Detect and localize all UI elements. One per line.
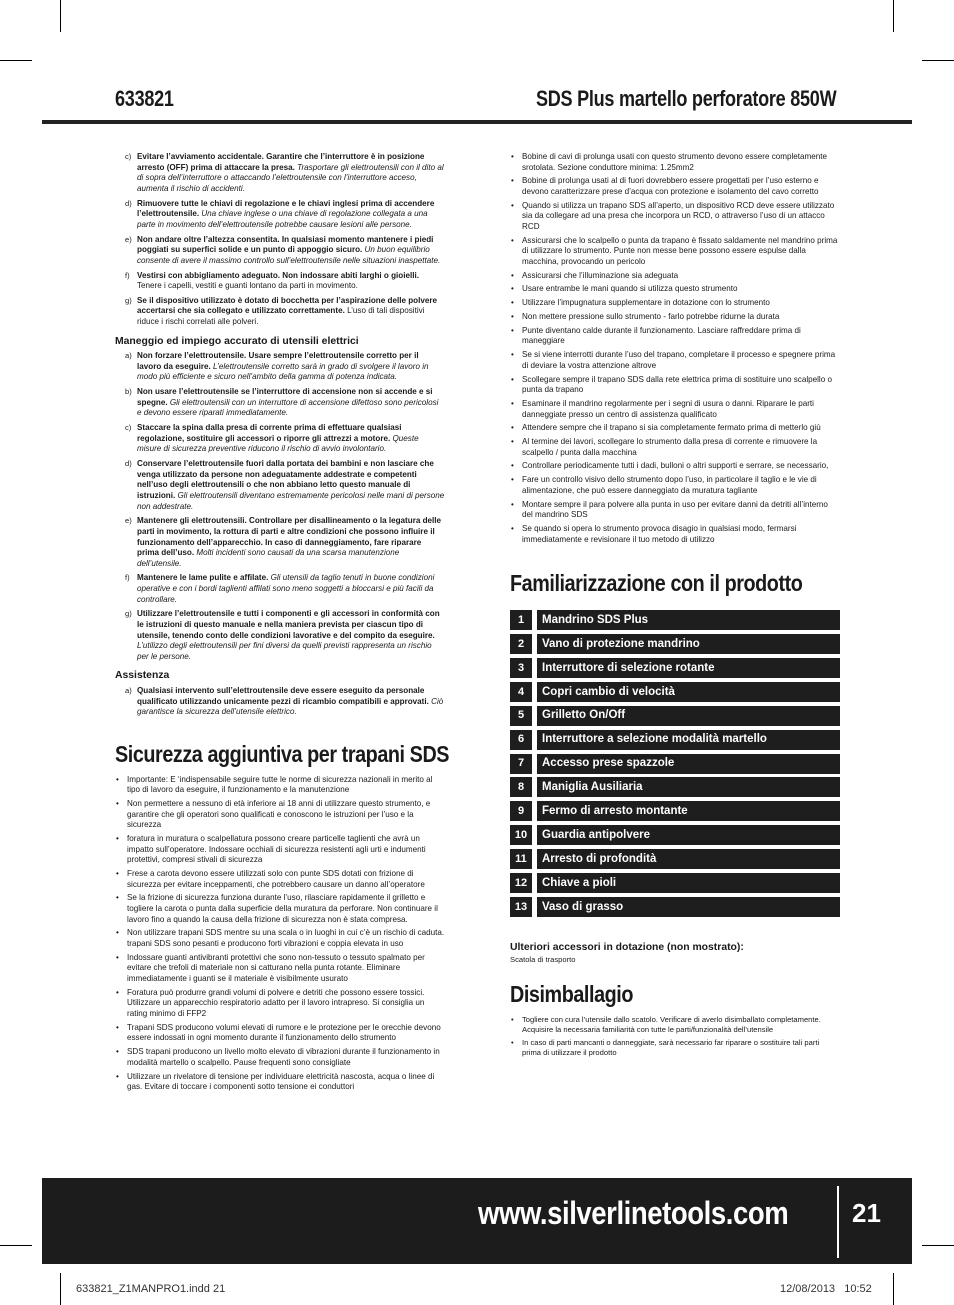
item-italic-text: Una chiave inglese o una chiave di regolazione collegata a una parte in movimento dell’elettroutensile potrebbe causare lesioni alle persone. xyxy=(137,209,428,229)
item-italic-text: Gli elettroutensili diventano estremamente pericolosi nelle mani di persone non addestrate. xyxy=(137,490,445,511)
bullet-item xyxy=(115,928,445,949)
list-item xyxy=(115,351,445,383)
bullet-item xyxy=(510,201,840,233)
crop-mark xyxy=(922,1245,954,1246)
bullet-icon: • xyxy=(511,1037,514,1047)
list-item xyxy=(115,296,445,328)
sds-safety-list xyxy=(115,775,445,1093)
part-name: Interruttore a selezione modalità martello xyxy=(537,730,840,750)
bullet-icon: • xyxy=(116,774,119,784)
bullet-text: SDS trapani producono un livello molto elevato di vibrazioni durante il funzionamento in modalità martello o scalpello. Pause frequenti sono consigliate xyxy=(127,1047,440,1067)
bullet-icon: • xyxy=(511,176,514,186)
bullet-text: In caso di parti mancanti o danneggiate, sarà necessario far riparare o sostituire tali parti prima di utilizzare il prodotto xyxy=(522,1037,820,1057)
bullet-icon: • xyxy=(511,437,514,447)
part-number: 13 xyxy=(510,897,532,917)
item-bold-text: Non forzare l’elettroutensile. Usare sempre l’elettroutensile corretto per il lavoro da eseguire. xyxy=(137,351,419,371)
bullet-text: Quando si utilizza un trapano SDS all’aperto, un dispositivo RCD deve essere utilizzato sia da collegare ad una presa che incorpora un RCD, o attraverso l’uso di un attacco RCD xyxy=(522,200,835,231)
list-item xyxy=(115,573,445,605)
part-row xyxy=(510,777,840,797)
list-item xyxy=(115,516,445,569)
bullet-text: Se quando si opera lo strumento provoca disagio in qualsiasi modo, fermarsi immediatamente e revisionare il tuo metodo di utilizzo xyxy=(522,524,797,544)
bullet-text: Togliere con cura l’utensile dallo scatolo. Verificare di averlo disimballato completamente. Acquisire la necessaria familiarità con tutte le parti/funzionalità dell’utensile xyxy=(522,1015,821,1034)
part-row xyxy=(510,897,840,917)
bullet-text: Usare entrambe le mani quando si utilizza questo strumento xyxy=(522,284,738,294)
bullet-icon: • xyxy=(511,270,514,280)
bullet-item xyxy=(510,326,840,347)
part-row xyxy=(510,610,840,630)
bullet-icon: • xyxy=(511,200,514,210)
item-plain-text: Tenere i capelli, vestiti e guanti lontano da parti in movimento. xyxy=(137,281,358,291)
crop-mark xyxy=(0,1245,32,1246)
bullet-item xyxy=(115,799,445,831)
accessories-body: Scatola di trasporto xyxy=(510,955,576,965)
item-italic-text: L’utilizzo degli elettroutensili per fini diversi da quelli previsti rappresenta un rischio per le persone. xyxy=(137,641,432,661)
item-italic-text: Molti incidenti sono causati da una scarsa manutenzione dell’utensile. xyxy=(137,548,400,568)
item-marker: d) xyxy=(125,198,132,208)
item-italic-text: Gli utensili da taglio tenuti in buone condizioni operative e con i bordi taglienti affilati sono meno soggetti a bloccarsi e più facili da controllare. xyxy=(137,573,435,604)
bullet-item xyxy=(115,893,445,925)
bullet-text: Punte diventano calde durante il funzionamento. Lasciare raffreddare prima di maneggiare xyxy=(522,325,801,346)
bullet-item xyxy=(510,1015,840,1035)
left-column xyxy=(115,152,450,1096)
website-url[interactable]: www.silverlinetools.com xyxy=(478,1195,789,1231)
part-name: Grilletto On/Off xyxy=(537,706,840,726)
bullet-icon: • xyxy=(511,499,514,509)
item-bold-text: Conservare l’elettroutensile fuori dalla portata dei bambini e non lasciare che venga utilizzato da persone non adeguatamente addestrate e competenti nell’uso degli elettroutensili o che non abbiano letto questo manuale di istruzioni. xyxy=(137,459,434,500)
item-marker: f) xyxy=(125,573,130,583)
part-number: 4 xyxy=(510,682,532,702)
bullet-icon: • xyxy=(511,398,514,408)
bullet-item xyxy=(115,1072,445,1093)
bullet-item xyxy=(510,350,840,371)
bullet-icon: • xyxy=(116,1047,119,1057)
bullet-text: Importante: E ‘indispensabile seguire tutte le norme di sicurezza nazionali in merito al tipo di lavoro da eseguire, il funzionamento e la manutenzione xyxy=(127,774,433,795)
item-bold-text: Rimuovere tutte le chiavi di regolazione e le chiavi inglesi prima di accendere l’elettroutensile. xyxy=(137,198,435,219)
part-row xyxy=(510,873,840,893)
part-name: Vaso di grasso xyxy=(537,897,840,917)
part-name: Accesso prese spazzole xyxy=(537,754,840,774)
bullet-text: Assicurarsi che lo scalpello o punta da trapano è fissato saldamente nel mandrino prima di utilizzare lo strumento. Punte non messe bene possono essere espulse dalla macchina, provocando un pericolo xyxy=(522,235,838,266)
familiarisation-heading: Familiarizzazione con il prodotto xyxy=(510,570,803,597)
bullet-item xyxy=(510,236,840,268)
list-item xyxy=(115,199,445,231)
part-row xyxy=(510,754,840,774)
bullet-item xyxy=(510,461,840,472)
bullet-icon: • xyxy=(511,312,514,322)
bullet-text: foratura in muratura o scalpellatura possono creare particelle taglienti che avrà un impatto sull’operatore. Indossare occhiali di sicurezza resistenti agli urti e indumenti protettivi, compresi stivali di sicurezza xyxy=(127,834,426,865)
part-number: 8 xyxy=(510,777,532,797)
right-column xyxy=(510,152,840,1061)
bullet-item xyxy=(510,298,840,309)
sds-safety-list-continued xyxy=(510,152,840,545)
part-number: 3 xyxy=(510,658,532,678)
bullet-text: Bobine di prolunga usati al di fuori dovrebbero essere progettati per l’uso esterno e devono caratterizzare prese d’acqua con protezione e isolamento del cavo corretto xyxy=(522,176,819,196)
bullet-text: Montare sempre il para polvere alla punta in uso per evitare danni da detriti all’interno del mandrino SDS xyxy=(522,499,828,520)
part-row xyxy=(510,682,840,702)
bullet-icon: • xyxy=(116,952,119,962)
bullet-icon: • xyxy=(511,284,514,294)
item-bold-text: Vestirsi con abbigliamento adeguato. Non indossare abiti larghi o gioielli. xyxy=(137,270,419,280)
bullet-icon: • xyxy=(511,152,514,161)
bullet-item xyxy=(510,375,840,396)
bullet-icon: • xyxy=(511,235,514,245)
bullet-item xyxy=(510,500,840,521)
list-item xyxy=(115,686,445,718)
item-marker: f) xyxy=(125,270,130,280)
bullet-icon: • xyxy=(511,423,514,433)
bullet-text: Al termine dei lavori, scollegare lo strumento dalla presa di corrente e rimuovere la scalpello / punta dalla macchina xyxy=(522,437,818,457)
item-italic-text: Ciò garantisce la sicurezza dell’utensile elettrico. xyxy=(137,696,444,717)
item-marker: b) xyxy=(125,387,132,397)
accessories-heading: Ulteriori accessori in dotazione (non mostrato): xyxy=(510,941,744,953)
bullet-item xyxy=(115,953,445,985)
bullet-item xyxy=(115,775,445,796)
list-item xyxy=(115,387,445,419)
bullet-item xyxy=(510,399,840,420)
unpacking-list xyxy=(510,1015,840,1057)
bullet-icon: • xyxy=(116,869,119,879)
bullet-icon: • xyxy=(511,1015,514,1025)
bullet-icon: • xyxy=(116,1071,119,1081)
bullet-item xyxy=(510,284,840,295)
bullet-text: Non permettere a nessuno di età inferiore ai 18 anni di utilizzare questo strumento, e garantire che gli operatori sono qualificati e conoscono le istruzioni per l’uso e la sicurezza xyxy=(127,799,431,830)
item-bold-text: Evitare l’avviamento accidentale. Garantire che l’interruttore è in posizione arresto (OFF) prima di attaccare la presa. xyxy=(137,152,425,172)
bullet-item xyxy=(510,1038,840,1058)
part-number: 5 xyxy=(510,706,532,726)
item-marker: a) xyxy=(125,351,132,361)
part-name: Mandrino SDS Plus xyxy=(537,610,840,630)
bullet-text: Non utilizzare trapani SDS mentre su una scala o in luoghi in cui c’è un rischio di caduta. trapani SDS sono pesanti e producono forti vibrazioni e coppia elevata in uso xyxy=(127,928,445,949)
item-plain-text: L’uso di tali dispositivi riduce i rischi correlati alle polveri. xyxy=(137,306,425,327)
item-marker: g) xyxy=(125,295,132,305)
part-number: 12 xyxy=(510,873,532,893)
bullet-text: Fare un controllo visivo dello strumento dopo l’uso, in particolare il taglio e le vie di alimentazione, che può essere danneggiato da muratura tagliante xyxy=(522,475,817,495)
part-number: 7 xyxy=(510,754,532,774)
bullet-icon: • xyxy=(511,298,514,308)
part-name: Maniglia Ausiliaria xyxy=(537,777,840,797)
bullet-item xyxy=(115,834,445,866)
item-italic-text: L’elettroutensile corretto sarà in grado di svolgere il lavoro in modo più efficiente e sicuro nell’ambito della gamma di potenza indicata. xyxy=(137,361,429,382)
item-bold-text: Mantenere gli elettroutensili. Controllare per disallineamento o la legatura delle parti in movimento, la rottura di parti e altre condizioni che possono influire il funzionamento dell’apparecchio. In caso di danneggiamento, fare riparare prima dell’uso. xyxy=(137,516,442,558)
part-number: 9 xyxy=(510,801,532,821)
bullet-text: Assicurarsi che l’illuminazione sia adeguata xyxy=(522,270,679,280)
bullet-item xyxy=(510,423,840,434)
bullet-item xyxy=(115,988,445,1020)
bullet-item xyxy=(115,1023,445,1044)
bullet-item xyxy=(510,437,840,458)
footer-separator xyxy=(837,1186,839,1258)
bullet-item xyxy=(510,524,840,545)
part-number: 6 xyxy=(510,730,532,750)
bullet-text: Utilizzare un rivelatore di tensione per individuare elettricità nascosta, acqua o linee di gas. Evitare di toccare i componenti sotto tensione ei conduttori xyxy=(127,1071,435,1092)
bullet-icon: • xyxy=(116,893,119,903)
service-list xyxy=(115,686,445,718)
bullet-text: Attendere sempre che il trapano si sia completamente fermato prima di metterlo giù xyxy=(522,423,821,433)
bullet-icon: • xyxy=(116,928,119,938)
item-bold-text: Mantenere le lame pulite e affilate. xyxy=(137,573,269,583)
bullet-icon: • xyxy=(116,799,119,809)
item-marker: a) xyxy=(125,686,132,695)
bullet-icon: • xyxy=(116,1022,119,1032)
sds-safety-heading: Sicurezza aggiuntiva per trapani SDS xyxy=(115,740,450,767)
bullet-text: Frese a carota devono essere utilizzati solo con punte SDS dotati con frizione di sicurezza per evitare inceppamenti, che potrebbero causare un danno all’operatore xyxy=(127,869,425,889)
part-number: 11 xyxy=(510,849,532,869)
part-number: 1 xyxy=(510,610,532,630)
part-name: Arresto di profondità xyxy=(537,849,840,869)
item-marker: c) xyxy=(125,423,132,433)
part-row xyxy=(510,658,840,678)
bullet-text: Esaminare il mandrino regolarmente per i segni di usura o danni. Riparare le parti danneggiate presso un centro di assistenza qualificato xyxy=(522,398,814,419)
part-row xyxy=(510,730,840,750)
part-number: 2 xyxy=(510,634,532,654)
bullet-item xyxy=(115,869,445,890)
part-row xyxy=(510,634,840,654)
item-italic-text: Queste misure di sicurezza preventive riducono il rischio di avvio involontario. xyxy=(137,433,419,454)
bullet-text: Trapani SDS producono volumi elevati di rumore e le protezione per le orecchie devono essere indossati in ogni momento durante il funzionamento dello strumento xyxy=(127,1022,441,1043)
crop-mark xyxy=(922,60,954,61)
item-bold-text: Non usare l’elettroutensile se l’interruttore di accensione non si accende e si spegne. xyxy=(137,387,433,407)
crop-mark xyxy=(60,1273,61,1305)
item-bold-text: Non andare oltre l’altezza consentita. In qualsiasi momento mantenere i piedi poggiati su superfici solide e un punto di appoggio sicuro. xyxy=(137,234,434,255)
bullet-item xyxy=(510,475,840,496)
list-item xyxy=(115,271,445,292)
list-item xyxy=(115,152,445,194)
bullet-item xyxy=(510,176,840,197)
bullet-icon: • xyxy=(116,987,119,997)
product-code: 633821 xyxy=(115,86,174,111)
part-number: 10 xyxy=(510,825,532,845)
item-marker: g) xyxy=(125,609,132,619)
bullet-text: Indossare guanti antivibranti protettivi che sono non-tessuto o tessuto spalmato per evitare che trefoli di materiale non si catturano nella punta rotante. Eliminare immediatamente i guanti se il materiale è visibilmente usurato xyxy=(127,952,425,983)
crop-mark xyxy=(0,60,32,61)
bullet-text: Controllare periodicamente tutti i dadi, bulloni o altri supporti e serrare, se necessario, xyxy=(522,461,829,471)
item-marker: c) xyxy=(125,152,132,161)
bullet-text: Se si viene interrotti durante l’uso del trapano, completare il processo e spegnere prima di deviare la vostra attenzione altrove xyxy=(522,350,836,370)
list-item xyxy=(115,609,445,662)
part-row xyxy=(510,801,840,821)
item-bold-text: Qualsiasi intervento sull’elettroutensile deve essere eseguito da personale qualificato utilizzando unicamente pezzi di ricambio compatibili e approvati. xyxy=(137,686,429,706)
bullet-icon: • xyxy=(511,475,514,485)
slug-file: 633821_Z1MANPRO1.indd 21 xyxy=(76,1283,226,1295)
bullet-item xyxy=(115,1047,445,1068)
subheading-maneggio: Maneggio ed impiego accurato di utensili elettrici xyxy=(115,335,359,347)
crop-mark xyxy=(893,0,894,32)
tool-use-list xyxy=(115,351,445,662)
list-item xyxy=(115,423,445,455)
bullet-icon: • xyxy=(511,374,514,384)
slug-date: 12/08/2013 10:52 xyxy=(780,1283,872,1295)
personal-safety-list xyxy=(115,152,445,328)
page-title: SDS Plus martello perforatore 850W xyxy=(535,86,836,111)
bullet-text: Se la frizione di sicurezza funziona durante l’uso, rilasciare rapidamente il grilletto e togliere la carota o punta dalla superficie della muratura da perforare. Non continuare il lavoro fino a quando la causa della frizione di sicurezza non è stata compresa. xyxy=(127,893,438,924)
part-name: Vano di protezione mandrino xyxy=(537,634,840,654)
item-marker: e) xyxy=(125,234,132,244)
item-bold-text: Staccare la spina dalla presa di corrente prima di effettuare qualsiasi regolazione, sostituire gli accessori o riporre gli attrezzi a motore. xyxy=(137,423,402,443)
bullet-text: Scollegare sempre il trapano SDS dalla rete elettrica prima di sostituire uno scalpello o punta da trapano xyxy=(522,374,832,395)
subheading-assistenza: Assistenza xyxy=(115,670,170,682)
bullet-text: Utilizzare l’impugnatura supplementare in dotazione con lo strumento xyxy=(522,298,770,308)
part-name: Chiave a pioli xyxy=(537,873,840,893)
item-italic-text: Trasportare gli elettroutensili con il dito al di sopra dell’interruttore o attaccando l’elettroutensile con l’interruttore acceso, aumenta il rischio di accidenti. xyxy=(137,162,444,193)
part-row xyxy=(510,849,840,869)
bullet-icon: • xyxy=(116,834,119,844)
part-name: Copri cambio di velocità xyxy=(537,682,840,702)
bullet-item xyxy=(510,271,840,282)
bullet-icon: • xyxy=(511,325,514,335)
list-item xyxy=(115,459,445,512)
header-rule xyxy=(42,120,912,124)
item-marker: d) xyxy=(125,459,132,469)
part-row xyxy=(510,706,840,726)
bullet-icon: • xyxy=(511,524,514,533)
part-name: Fermo di arresto montante xyxy=(537,801,840,821)
item-italic-text: Un buon equilibrio consente di avere il massimo controllo sull’elettroutensile nelle situazioni inaspettate. xyxy=(137,245,441,265)
bullet-item xyxy=(510,152,840,173)
part-name: Interruttore di selezione rotante xyxy=(537,658,840,678)
bullet-text: Bobine di cavi di prolunga usati con questo strumento devono essere completamente srotolata. Sezione conduttore minima: 1.25mm2 xyxy=(522,152,828,172)
part-name: Guardia antipolvere xyxy=(537,825,840,845)
item-bold-text: Utilizzare l’elettroutensile e tutti i componenti e gli accessori in conformità con le istruzioni di questo manuale e nella maniera prevista per ciascun tipo di utensile, tenendo conto delle condizioni lavorative e del compito da eseguire. xyxy=(137,609,440,640)
bullet-item xyxy=(510,312,840,323)
bullet-icon: • xyxy=(511,461,514,471)
part-row xyxy=(510,825,840,845)
bullet-icon: • xyxy=(511,350,514,360)
unpacking-heading: Disimballagio xyxy=(510,981,634,1008)
bullet-text: Non mettere pressione sullo strumento - farlo potrebbe ridurne la durata xyxy=(522,312,780,322)
item-italic-text: Gli elettroutensili con un interruttore di accensione difettoso sono pericolosi e devono essere riparati immediatamente. xyxy=(137,397,439,418)
page-number: 21 xyxy=(852,1198,881,1228)
list-item xyxy=(115,235,445,267)
item-marker: e) xyxy=(125,516,132,526)
crop-mark xyxy=(60,0,61,32)
item-bold-text: Se il dispositivo utilizzato è dotato di bocchetta per l’aspirazione delle polvere accertarsi che sia collegato e utilizzato correttamente. xyxy=(137,295,437,316)
crop-mark xyxy=(893,1273,894,1305)
bullet-text: Foratura può produrre grandi volumi di polvere e detriti che possono essere tossici. Utilizzare un apparecchio respiratorio adatto per il lavoro intrapreso. Si consiglia un rating minimo di FFP2 xyxy=(127,987,425,1018)
parts-list xyxy=(510,610,840,917)
